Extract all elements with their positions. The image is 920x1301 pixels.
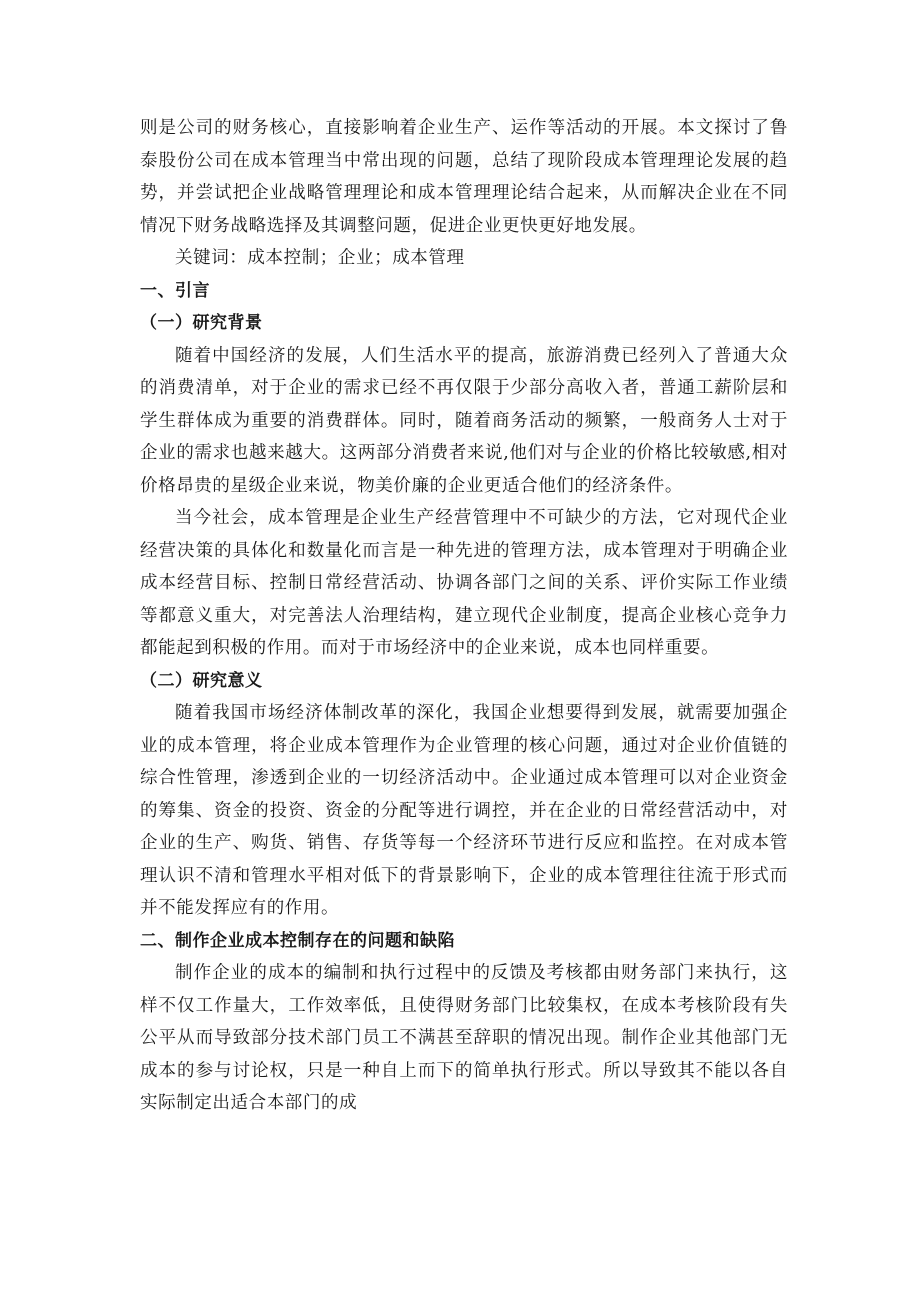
subsection-1-1-title: （一）研究背景 (140, 313, 263, 333)
paragraph: 随着中国经济的发展，人们生活水平的提高，旅游消费已经列入了普通大众的消费清单，对于企业的需求已经不再仅限于少部分高收入者，普通工薪阶层和学生群体成为重要的消费群体。同时，随着商务活动的频繁，一般商务人士对于企业的需求也越来越大。这两部分消费者来说,他们对与企业的价格比较敏感,相对价格昂贵的星级企业来说，物美价廉的企业更适合他们的经济条件。 (140, 345, 788, 496)
section-1-title: 一、引言 (140, 280, 210, 301)
paragraph: 当今社会，成本管理是企业生产经营管理中不可缺少的方法，它对现代企业经营决策的具体化和数量化而言是一种先进的管理方法，成本管理对于明确企业成本经营目标、控制日常经营活动、协调各部门之间的关系、评价实际工作业绩等都意义重大，对完善法人治理结构，建立现代企业制度，提高企业核心竞争力都能起到积极的作用。而对于市场经济中的企业来说，成本也同样重要。 (140, 508, 788, 658)
paragraph: 随着我国市场经济体制改革的深化，我国企业想要得到发展，就需要加强企业的成本管理，将企业成本管理作为企业管理的核心问题，通过对企业价值链的综合性管理，渗透到企业的一切经济活动中。企业通过成本管理可以对企业资金的筹集、资金的投资、资金的分配等进行调控，并在企业的日常经营活动中，对企业的生产、购货、销售、存货等每一个经济环节进行反应和监控。在对成本管理认识不清和管理水平相对低下的背景影响下，企业的成本管理往往流于形式而并不能发挥应有的作用。 (140, 703, 788, 918)
section-2-title: 二、制作企业成本控制存在的问题和缺陷 (140, 930, 455, 951)
subsection-1-2-title: （二）研究意义 (140, 670, 263, 691)
keywords-line: 关键词：成本控制；企业；成本管理 (175, 248, 465, 268)
document-body (140, 112, 788, 1120)
paragraph: 制作企业的成本的编制和执行过程中的反馈及考核都由财务部门来执行，这样不仅工作量大，工作效率低，且使得财务部门比较集权，在成本考核阶段有失公平从而导致部分技术部门员工不满甚至辞职的情况出现。制作企业其他部门无成本的参与讨论权，只是一种自上而下的简单执行形式。所以导致其不能以各自实际制定出适合本部门的成 (140, 963, 788, 1113)
abstract-continuation: 则是公司的财务核心，直接影响着企业生产、运作等活动的开展。本文探讨了鲁泰股份公司在成本管理当中常出现的问题，总结了现阶段成本管理理论发展的趋势，并尝试把企业战略管理理论和成本管理理论结合起来，从而解决企业在不同情况下财务战略选择及其调整问题，促进企业更快更好地发展。 (140, 118, 788, 236)
